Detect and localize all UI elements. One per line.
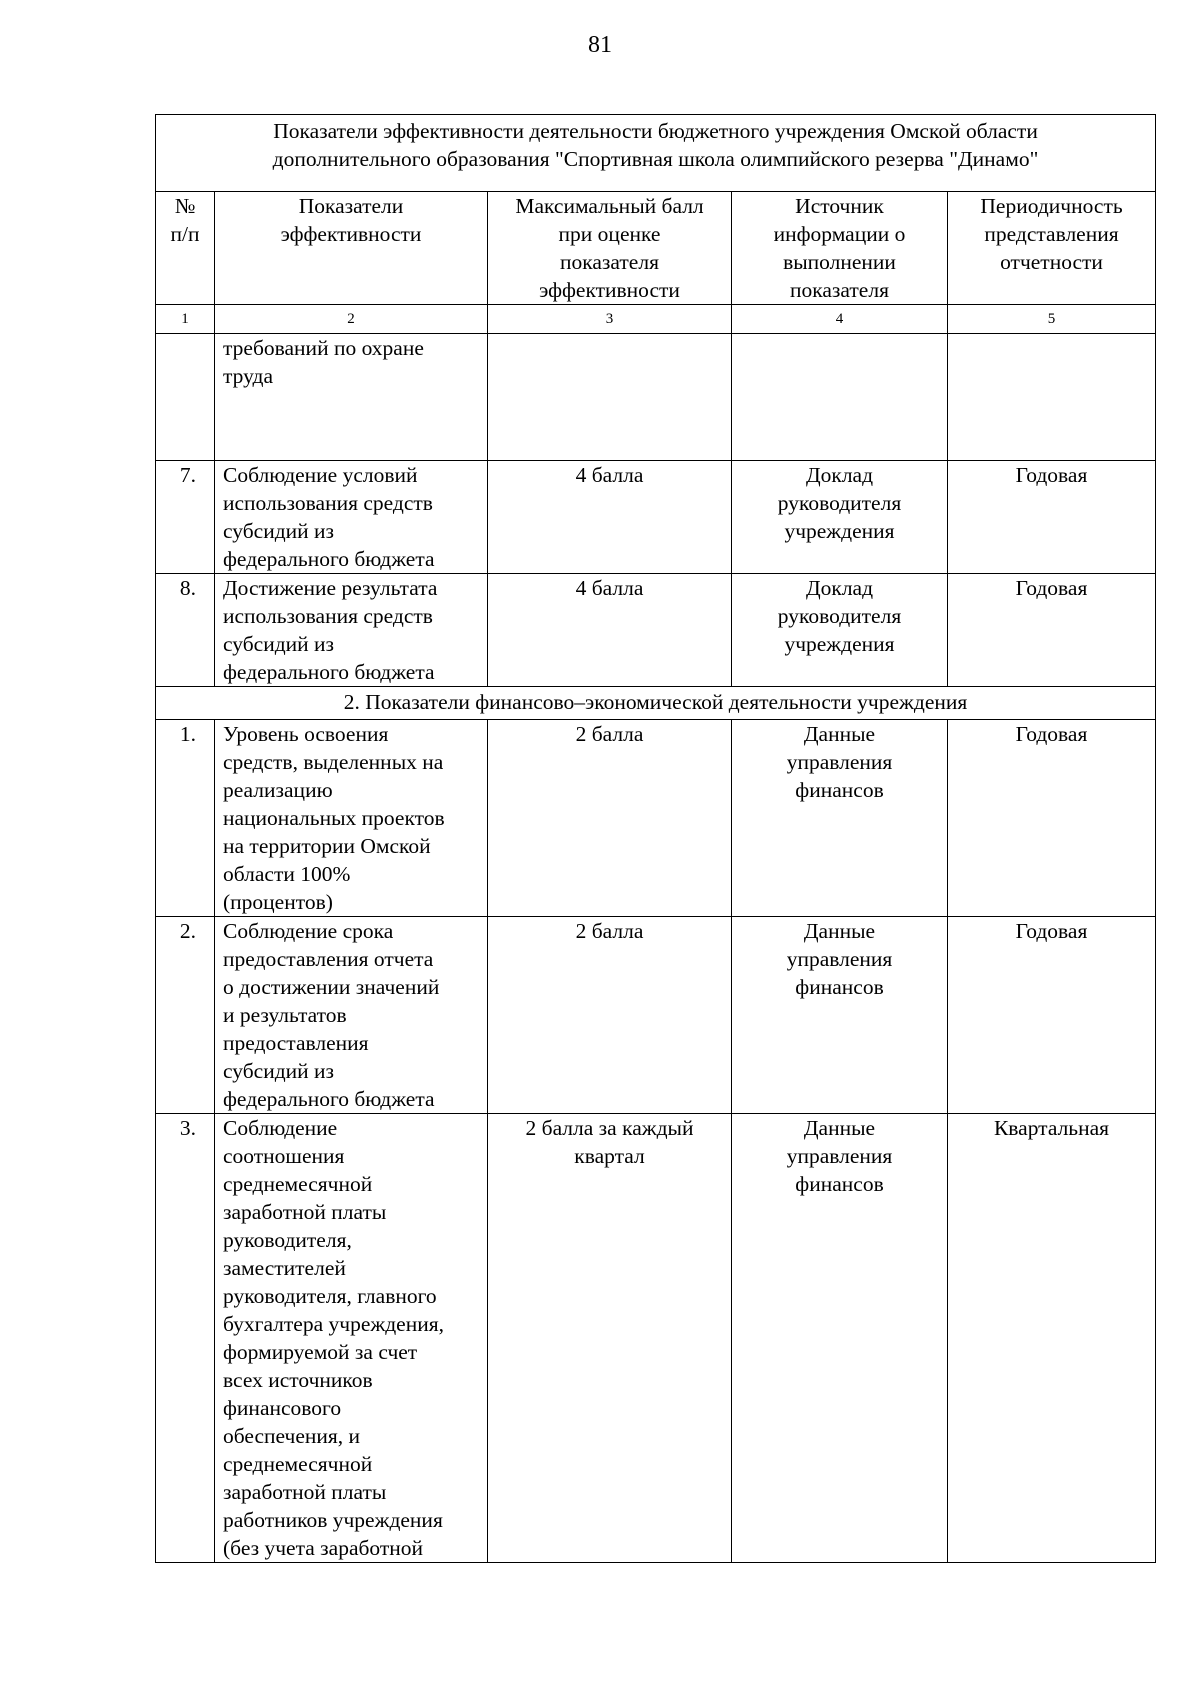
- row-score: 4 балла: [488, 574, 732, 687]
- column-number: 2: [215, 305, 488, 334]
- column-number: 1: [156, 305, 215, 334]
- header-source: Источник информации о выполнении показателя: [732, 192, 948, 305]
- row-source: Данные управления финансов: [732, 1114, 948, 1563]
- page-number: 81: [588, 32, 612, 58]
- table-title: [156, 115, 1156, 192]
- row-indicator: Уровень освоения средств, выделенных на реализацию национальных проектов на территории Омской области 100% (процентов): [215, 720, 488, 917]
- row-score: 2 балла: [488, 720, 732, 917]
- row-period: Квартальная: [948, 1114, 1156, 1563]
- row-number: 3.: [156, 1114, 215, 1563]
- row-score: 2 балла за каждый квартал: [488, 1114, 732, 1563]
- row-score: 2 балла: [488, 917, 732, 1114]
- row-source: [732, 334, 948, 461]
- row-indicator: Соблюдение условий использования средств субсидий из федерального бюджета: [215, 461, 488, 574]
- row-source: Данные управления финансов: [732, 917, 948, 1114]
- row-period: Годовая: [948, 720, 1156, 917]
- row-indicator: требований по охране труда: [215, 334, 488, 461]
- row-number: [156, 334, 215, 461]
- table-row: [156, 1114, 1156, 1563]
- column-number-row: [156, 305, 1156, 334]
- row-number: 1.: [156, 720, 215, 917]
- efficiency-indicators-table: [155, 114, 1156, 1563]
- row-period: Годовая: [948, 461, 1156, 574]
- table-row: [156, 334, 1156, 461]
- table-row: [156, 720, 1156, 917]
- table-title-line-1: Показатели эффективности деятельности бюджетного учреждения Омской области: [273, 119, 1038, 143]
- row-score: [488, 334, 732, 461]
- row-source: Доклад руководителя учреждения: [732, 574, 948, 687]
- section-header-row: [156, 687, 1156, 720]
- row-period: [948, 334, 1156, 461]
- row-period: Годовая: [948, 574, 1156, 687]
- row-number: 8.: [156, 574, 215, 687]
- row-source: Доклад руководителя учреждения: [732, 461, 948, 574]
- column-number: 5: [948, 305, 1156, 334]
- column-number: 3: [488, 305, 732, 334]
- header-number: № п/п: [156, 192, 215, 305]
- row-number: 7.: [156, 461, 215, 574]
- row-indicator: Соблюдение соотношения среднемесячной заработной платы руководителя, заместителей руководителя, главного бухгалтера учреждения, формируемой за счет всех источников финансового обеспечения, и среднемесячной заработной платы работников учреждения (без учета заработной: [215, 1114, 488, 1563]
- column-header-row: [156, 192, 1156, 305]
- table-title-line-2: дополнительного образования "Спортивная школа олимпийского резерва "Динамо": [272, 147, 1039, 171]
- table-title-row: [156, 115, 1156, 192]
- header-periodicity: Периодичность представления отчетности: [948, 192, 1156, 305]
- row-indicator: Достижение результата использования средств субсидий из федерального бюджета: [215, 574, 488, 687]
- row-period: Годовая: [948, 917, 1156, 1114]
- table-row: [156, 461, 1156, 574]
- row-source: Данные управления финансов: [732, 720, 948, 917]
- section-title: 2. Показатели финансово–экономической деятельности учреждения: [156, 687, 1156, 720]
- header-max-score: Максимальный балл при оценке показателя эффективности: [488, 192, 732, 305]
- table-row: [156, 917, 1156, 1114]
- column-number: 4: [732, 305, 948, 334]
- row-number: 2.: [156, 917, 215, 1114]
- table-row: [156, 574, 1156, 687]
- header-indicator: Показатели эффективности: [215, 192, 488, 305]
- row-score: 4 балла: [488, 461, 732, 574]
- row-indicator: Соблюдение срока предоставления отчета о достижении значений и результатов предоставления субсидий из федерального бюджета: [215, 917, 488, 1114]
